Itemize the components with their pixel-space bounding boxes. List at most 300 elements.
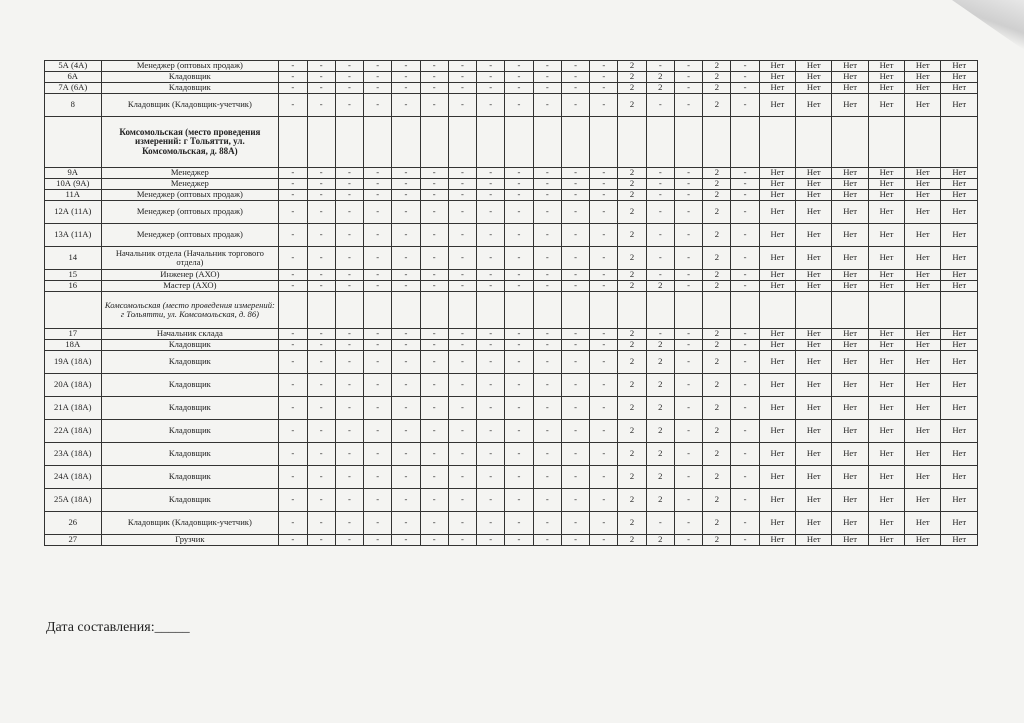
workplace-number: 6А [45,72,102,83]
workplace-number: 22А (18А) [45,420,102,443]
table-cell: - [364,489,392,512]
table-cell: 2 [618,270,646,281]
table-row [45,420,978,443]
table-cell: Нет [759,201,795,224]
position-name: Мастер (АХО) [101,281,279,292]
table-cell: 2 [646,340,674,351]
table-cell: - [674,270,702,281]
table-cell: Нет [832,72,868,83]
table-cell: 2 [646,420,674,443]
table-cell: Нет [759,247,795,270]
table-cell: - [646,168,674,179]
table-cell: - [279,72,307,83]
table-cell: - [533,168,561,179]
table-cell: Нет [759,72,795,83]
table-cell: - [420,397,448,420]
table-cell: - [731,535,759,546]
workplace-number: 20А (18А) [45,374,102,397]
table-cell: - [364,351,392,374]
table-cell: 2 [703,72,731,83]
table-cell: - [307,397,335,420]
table-cell: - [477,351,505,374]
table-cell: - [674,190,702,201]
table-cell: Нет [941,512,978,535]
table-cell: - [533,72,561,83]
table-cell: - [420,270,448,281]
table-cell: Нет [941,94,978,117]
table-cell: - [392,443,420,466]
table-cell: 2 [618,329,646,340]
table-cell: - [533,270,561,281]
table-cell: Нет [868,270,904,281]
table-cell: - [533,535,561,546]
table-cell: - [533,351,561,374]
table-cell: 2 [618,535,646,546]
table-cell: - [448,374,476,397]
table-cell: - [561,397,589,420]
table-cell: - [477,61,505,72]
table-cell: - [505,179,533,190]
table-cell: - [448,72,476,83]
table-cell: - [561,443,589,466]
table-cell: - [731,512,759,535]
table-row [45,94,978,117]
table-cell: 2 [703,179,731,190]
table-cell: Нет [832,466,868,489]
table-cell: Нет [905,281,941,292]
table-cell: Нет [905,270,941,281]
position-name: Кладовщик [101,351,279,374]
table-cell [703,292,731,329]
workplace-number: 16 [45,281,102,292]
table-cell: Нет [905,351,941,374]
table-cell: Нет [832,374,868,397]
table-cell: - [364,443,392,466]
table-cell: - [731,247,759,270]
table-cell: - [307,201,335,224]
table-cell: Нет [832,247,868,270]
table-cell: 2 [703,270,731,281]
table-cell: - [505,329,533,340]
table-cell: - [420,374,448,397]
table-cell [731,117,759,168]
table-cell: - [533,224,561,247]
table-cell: Нет [941,247,978,270]
table-cell: Нет [832,443,868,466]
table-cell: - [646,94,674,117]
section-header-row [45,117,978,168]
table-cell: Нет [759,281,795,292]
table-cell: - [533,512,561,535]
table-cell: - [674,420,702,443]
table-cell: - [364,397,392,420]
table-cell: Нет [759,61,795,72]
table-cell: - [279,83,307,94]
table-cell: - [505,420,533,443]
table-cell [674,292,702,329]
table-cell: Нет [796,94,832,117]
table-cell: - [731,281,759,292]
table-cell: - [335,329,363,340]
table-cell: - [674,374,702,397]
position-name: Кладовщик (Кладовщик-учетчик) [101,512,279,535]
table-cell: - [335,168,363,179]
table-cell: 2 [703,340,731,351]
table-cell: 2 [703,168,731,179]
table-cell: - [279,420,307,443]
table-cell: Нет [759,83,795,94]
table-cell: 2 [618,351,646,374]
table-cell: - [392,94,420,117]
table-cell: - [335,489,363,512]
table-cell: - [448,179,476,190]
workplace-number: 13А (11А) [45,224,102,247]
table-cell: - [392,247,420,270]
table-cell: Нет [796,168,832,179]
table-cell: - [674,329,702,340]
table-cell: - [420,94,448,117]
table-cell: - [420,281,448,292]
table-cell: Нет [796,270,832,281]
table-cell: - [590,201,618,224]
table-cell: - [279,281,307,292]
table-cell: - [731,466,759,489]
table-cell: Нет [868,535,904,546]
table-cell: Нет [905,190,941,201]
table-cell: - [307,270,335,281]
table-cell: Нет [868,329,904,340]
table-cell [618,117,646,168]
table-cell: 2 [618,340,646,351]
table-cell: - [674,201,702,224]
table-row [45,512,978,535]
table-cell: - [533,190,561,201]
table-cell: Нет [905,179,941,190]
table-cell: Нет [905,374,941,397]
table-cell: Нет [868,190,904,201]
table-cell: - [279,351,307,374]
table-cell: - [364,466,392,489]
table-cell: Нет [832,420,868,443]
table-cell: - [674,179,702,190]
table-cell: 2 [646,535,674,546]
table-cell: Нет [796,420,832,443]
table-cell: Нет [868,443,904,466]
table-cell: Нет [868,168,904,179]
table-cell: - [731,179,759,190]
table-cell: - [448,512,476,535]
table-cell: - [448,190,476,201]
table-cell: - [533,61,561,72]
table-cell: Нет [868,61,904,72]
workplace-number: 14 [45,247,102,270]
table-cell: - [674,397,702,420]
table-cell: - [335,340,363,351]
table-cell: - [590,397,618,420]
table-cell: Нет [941,201,978,224]
table-cell: - [392,61,420,72]
table-cell: - [307,94,335,117]
table-cell: - [307,340,335,351]
table-cell: - [561,270,589,281]
table-cell: - [335,512,363,535]
table-cell: - [307,61,335,72]
table-cell [796,117,832,168]
table-cell: - [307,224,335,247]
position-name: Кладовщик [101,489,279,512]
table-cell: - [477,535,505,546]
table-cell: - [448,535,476,546]
table-cell [279,117,307,168]
table-cell: Нет [796,466,832,489]
table-cell: - [561,281,589,292]
table-cell: Нет [941,466,978,489]
table-cell: - [335,247,363,270]
table-cell: Нет [941,270,978,281]
table-cell: 2 [646,466,674,489]
table-cell: - [420,168,448,179]
table-cell: Нет [868,83,904,94]
table-cell: - [505,190,533,201]
table-cell: - [279,443,307,466]
table-cell: Нет [905,535,941,546]
table-cell: 2 [618,374,646,397]
table-cell: - [533,374,561,397]
section-title: Комсомольская (место проведения измерений: г Тольятти, ул. Комсомольская, д. 88А) [101,117,279,168]
table-cell: - [533,340,561,351]
table-cell: Нет [868,179,904,190]
position-name: Кладовщик [101,466,279,489]
position-name: Менеджер (оптовых продаж) [101,190,279,201]
table-cell: Нет [905,224,941,247]
table-cell: - [448,224,476,247]
table-cell: Нет [796,397,832,420]
table-cell: - [420,190,448,201]
table-cell: - [590,83,618,94]
table-cell: - [505,61,533,72]
table-cell: - [392,535,420,546]
position-name: Кладовщик [101,443,279,466]
table-cell: - [505,535,533,546]
date-compiled-label: Дата составления:_____ [46,620,190,635]
table-cell [759,117,795,168]
table-cell: Нет [832,270,868,281]
table-cell: - [505,397,533,420]
table-cell: - [731,270,759,281]
table-cell: - [590,94,618,117]
table-cell: - [364,374,392,397]
table-cell: Нет [905,340,941,351]
table-cell: - [561,420,589,443]
table-cell [905,292,941,329]
table-cell [279,292,307,329]
position-name: Грузчик [101,535,279,546]
table-cell: - [533,466,561,489]
table-cell: - [561,179,589,190]
table-cell: Нет [759,340,795,351]
table-row [45,83,978,94]
table-cell: Нет [905,443,941,466]
table-cell: - [420,420,448,443]
table-cell: - [590,61,618,72]
table-cell: - [505,443,533,466]
workplace-number: 26 [45,512,102,535]
table-cell: Нет [941,281,978,292]
table-cell: - [561,489,589,512]
table-cell: Нет [832,535,868,546]
table-cell: - [364,190,392,201]
table-cell: - [420,340,448,351]
table-cell: - [646,329,674,340]
table-cell [618,292,646,329]
table-cell: - [731,443,759,466]
table-cell: - [477,270,505,281]
table-cell: Нет [868,281,904,292]
table-cell [335,117,363,168]
table-cell: 2 [618,201,646,224]
table-cell: - [505,512,533,535]
table-cell: - [477,329,505,340]
table-cell: - [364,270,392,281]
table-row [45,72,978,83]
table-cell: - [561,247,589,270]
table-cell: Нет [941,489,978,512]
workplace-number: 7А (6А) [45,83,102,94]
table-cell: Нет [759,190,795,201]
table-cell: - [477,281,505,292]
table-cell: - [364,512,392,535]
table-row [45,443,978,466]
table-cell: Нет [905,83,941,94]
position-name: Кладовщик [101,83,279,94]
table-cell: Нет [941,535,978,546]
table-cell: - [505,168,533,179]
table-cell: 2 [646,489,674,512]
table-cell: Нет [868,374,904,397]
table-cell: - [646,270,674,281]
table-body [45,61,978,546]
table-cell: - [505,466,533,489]
table-cell: - [731,168,759,179]
table-cell [477,117,505,168]
table-cell: - [335,374,363,397]
table-cell: - [674,168,702,179]
table-cell [45,117,102,168]
table-cell: - [590,224,618,247]
table-cell: - [279,247,307,270]
table-cell: - [533,397,561,420]
table-cell: Нет [905,420,941,443]
table-cell: Нет [905,201,941,224]
table-row [45,466,978,489]
table-cell [941,292,978,329]
table-cell: - [307,512,335,535]
table-cell: 2 [703,443,731,466]
table-cell: - [674,247,702,270]
table-cell: Нет [796,374,832,397]
table-cell: - [477,466,505,489]
section-header-row [45,292,978,329]
table-cell: Нет [759,397,795,420]
table-cell: - [335,94,363,117]
table-row [45,351,978,374]
position-name: Менеджер (оптовых продаж) [101,224,279,247]
table-cell: 2 [618,72,646,83]
table-cell: - [279,61,307,72]
table-cell: - [420,329,448,340]
table-cell: Нет [832,201,868,224]
table-cell: - [731,61,759,72]
table-row [45,224,978,247]
table-cell: - [505,72,533,83]
table-cell [364,292,392,329]
table-cell: - [731,190,759,201]
position-name: Кладовщик [101,420,279,443]
table-cell: - [477,340,505,351]
table-cell: - [392,179,420,190]
table-cell: - [646,190,674,201]
table-cell: - [731,374,759,397]
table-cell: - [674,224,702,247]
table-cell [307,292,335,329]
table-cell: Нет [905,94,941,117]
table-cell: - [279,340,307,351]
table-cell: Нет [759,443,795,466]
table-cell: - [392,329,420,340]
position-name: Начальник склада [101,329,279,340]
table-cell: - [448,420,476,443]
table-cell: - [392,281,420,292]
table-cell: Нет [832,179,868,190]
table-cell: - [731,340,759,351]
table-cell: - [392,270,420,281]
table-cell: - [674,340,702,351]
table-cell: - [364,72,392,83]
table-cell: - [448,329,476,340]
table-cell [561,292,589,329]
position-name: Кладовщик (Кладовщик-учетчик) [101,94,279,117]
table-cell: - [590,443,618,466]
table-cell: - [335,535,363,546]
table-cell: - [674,94,702,117]
table-cell: - [335,397,363,420]
table-cell: - [505,281,533,292]
table-cell: Нет [796,61,832,72]
table-cell: - [590,72,618,83]
table-cell: - [448,397,476,420]
table-cell: - [307,179,335,190]
table-cell: - [279,329,307,340]
table-cell: 2 [646,397,674,420]
table-cell [868,117,904,168]
table-cell: - [307,83,335,94]
table-cell: - [279,190,307,201]
table-cell: - [448,489,476,512]
table-cell: - [307,281,335,292]
table-cell: - [590,512,618,535]
table-cell: - [392,83,420,94]
table-cell: - [590,466,618,489]
table-cell: Нет [868,466,904,489]
table-cell: Нет [796,224,832,247]
table-cell: Нет [796,72,832,83]
table-cell: - [364,420,392,443]
position-name: Инженер (АХО) [101,270,279,281]
table-cell: Нет [759,466,795,489]
table-cell: - [392,397,420,420]
table-cell: Нет [759,374,795,397]
table-cell: - [731,397,759,420]
